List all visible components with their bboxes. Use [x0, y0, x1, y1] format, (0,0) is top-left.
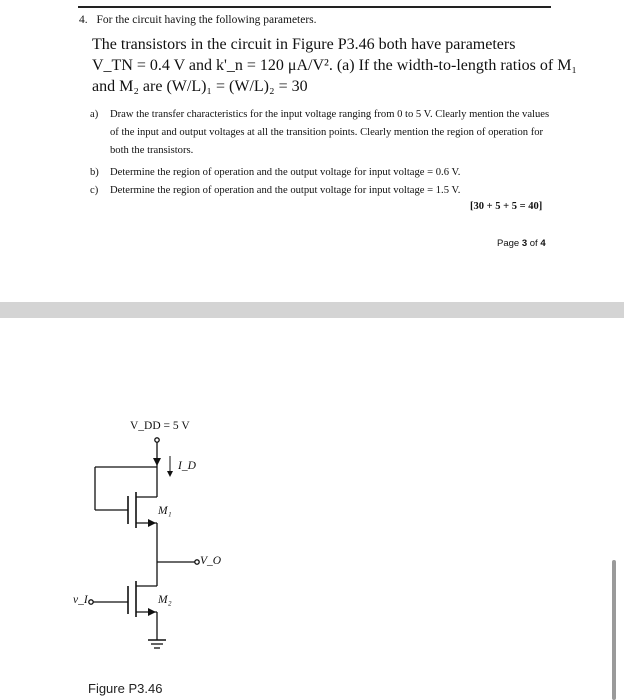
vo-label: V_O — [200, 555, 222, 567]
circuit-figure — [0, 330, 600, 700]
page-total: 4 — [540, 238, 546, 249]
top-rule — [78, 6, 551, 8]
id-label: I_D — [178, 460, 196, 472]
question-items — [90, 106, 560, 200]
paragraph-line-2: V_TN = 0.4 V and k'_n = 120 μA/V². (a) If the width-to-length ratios of M₁ — [92, 57, 577, 74]
m2-label: M₂ — [158, 594, 172, 606]
circuit-diagram — [0, 330, 600, 700]
marks-distribution: [30 + 5 + 5 = 40] — [470, 201, 543, 212]
question-paragraph — [92, 34, 577, 97]
question-title: For the circuit having the following parameters. — [96, 14, 317, 26]
figure-caption: Figure P3.46 — [88, 681, 163, 696]
page-divider — [0, 302, 624, 318]
vdd-label: V_DD = 5 V — [130, 420, 190, 432]
vo-terminal — [195, 560, 199, 564]
vi-terminal — [89, 600, 93, 604]
item-text: Draw the transfer characteristics for the input voltage ranging from 0 to 5 V. Clearly mention the values of the input and output voltages at all the transition points. Clearly mention the region of operation for both the transistors. — [110, 109, 550, 156]
item-text: Determine the region of operation and the output voltage for input voltage = 0.6 V. — [110, 167, 461, 178]
page-of: of — [529, 238, 538, 249]
item-text: Determine the region of operation and the output voltage for input voltage = 1.5 V. — [110, 185, 461, 196]
page-current: 3 — [521, 238, 528, 249]
document-page — [0, 0, 624, 302]
scrollbar[interactable] — [612, 560, 616, 700]
item-label: b) — [90, 167, 99, 178]
vdd-terminal — [155, 438, 159, 442]
list-item — [90, 164, 560, 182]
question-number: 4. — [79, 14, 88, 26]
list-item — [90, 182, 560, 200]
current-arrow-icon — [153, 458, 161, 466]
paragraph-line-3: and M₂ are (W/L)₁ = (W/L)₂ = 30 — [92, 78, 308, 95]
m1-label: M₁ — [158, 505, 172, 517]
vi-label: v_I — [73, 594, 88, 606]
question-header — [79, 14, 317, 26]
item-label: a) — [90, 109, 99, 120]
m1-source-arrow-icon — [148, 519, 156, 527]
m2-source-arrow-icon — [148, 608, 156, 616]
paragraph-line-1: The transistors in the circuit in Figure P3.46 both have parameters — [92, 36, 516, 53]
page-number — [497, 238, 546, 249]
page-label: Page — [497, 238, 520, 249]
item-label: c) — [90, 185, 99, 196]
list-item — [90, 106, 560, 160]
